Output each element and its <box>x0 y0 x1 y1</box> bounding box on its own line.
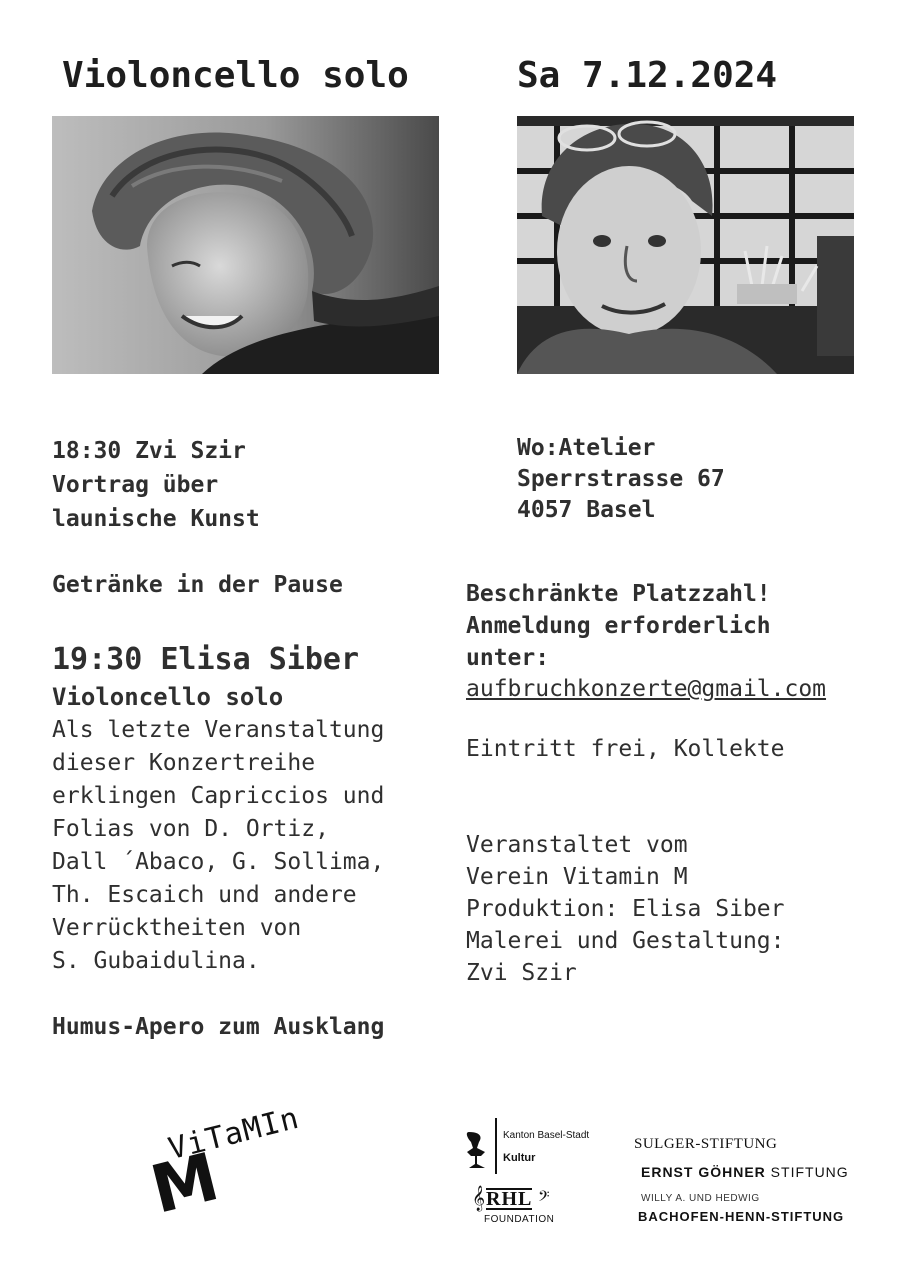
closing-note: Humus-Apero zum Ausklang <box>52 1014 385 1040</box>
credits-line: Zvi Szir <box>466 960 577 986</box>
kanton-line-2: Kultur <box>503 1152 536 1164</box>
vitamin-logo-m: M <box>143 1138 227 1229</box>
vitamin-m-logo <box>143 1100 370 1235</box>
description-line: Th. Escaich und andere <box>52 882 357 908</box>
bachofen-line-2: BACHOFEN-HENN-STIFTUNG <box>638 1209 845 1224</box>
registration-line-2: Anmeldung erforderlich <box>466 613 771 639</box>
concert-heading: 19:30 Elisa Siber <box>52 642 360 677</box>
description-line: Folias von D. Ortiz, <box>52 816 329 842</box>
speaker-photo <box>517 116 854 374</box>
kanton-basel-logo <box>465 1118 595 1178</box>
venue-line-3: 4057 Basel <box>517 497 656 523</box>
description-line: S. Gubaidulina. <box>52 948 260 974</box>
basel-staff-icon <box>465 1130 489 1170</box>
email-link[interactable]: aufbruchkonzerte@gmail.com <box>466 676 827 702</box>
credits-line: Produktion: Elisa Siber <box>466 896 785 922</box>
goehner-stiftung <box>641 1164 849 1180</box>
credits-line: Verein Vitamin M <box>466 864 688 890</box>
vitamin-logo-text: ViTaMIn <box>165 1100 303 1167</box>
talk-line-2: Vortrag über <box>52 472 219 498</box>
cellist-photo <box>52 116 439 374</box>
goehner-bold: ERNST GÖHNER <box>641 1164 766 1180</box>
credits-line: Malerei und Gestaltung: <box>466 928 785 954</box>
description-line: Verrücktheiten von <box>52 915 302 941</box>
sulger-stiftung: SULGER-STIFTUNG <box>634 1136 778 1152</box>
description-line: Als letzte Veranstaltung <box>52 717 385 743</box>
bachofen-line-1: WILLY A. UND HEDWIG <box>641 1193 760 1204</box>
admission-note: Eintritt frei, Kollekte <box>466 736 785 762</box>
description-line: Dall ´Abaco, G. Sollima, <box>52 849 385 875</box>
credits-line: Veranstaltet vom <box>466 832 688 858</box>
talk-time: 18:30 Zvi Szir <box>52 438 246 464</box>
drinks-note: Getränke in der Pause <box>52 572 343 598</box>
venue-line-1: Wo:Atelier <box>517 435 656 461</box>
bass-clef-icon: 𝄢 <box>538 1188 550 1209</box>
goehner-rest: STIFTUNG <box>765 1164 849 1180</box>
description-line: erklingen Capriccios und <box>52 783 385 809</box>
treble-clef-icon: 𝄞 <box>472 1186 486 1211</box>
registration-line-1: Beschränkte Platzzahl! <box>466 581 771 607</box>
title-left: Violoncello solo <box>62 55 409 96</box>
description-line: dieser Konzertreihe <box>52 750 316 776</box>
title-right: Sa 7.12.2024 <box>517 55 778 96</box>
concert-subheading: Violoncello solo <box>52 683 284 711</box>
kanton-divider <box>495 1118 497 1174</box>
rhl-foundation-text: FOUNDATION <box>484 1214 555 1225</box>
kanton-line-1: Kanton Basel-Stadt <box>503 1130 590 1141</box>
rhl-logo-text: RHL <box>486 1188 533 1210</box>
rhl-foundation-logo <box>472 1186 572 1230</box>
venue-line-2: Sperrstrasse 67 <box>517 466 725 492</box>
registration-line-3: unter: <box>466 645 550 671</box>
talk-line-3: launische Kunst <box>52 506 260 532</box>
